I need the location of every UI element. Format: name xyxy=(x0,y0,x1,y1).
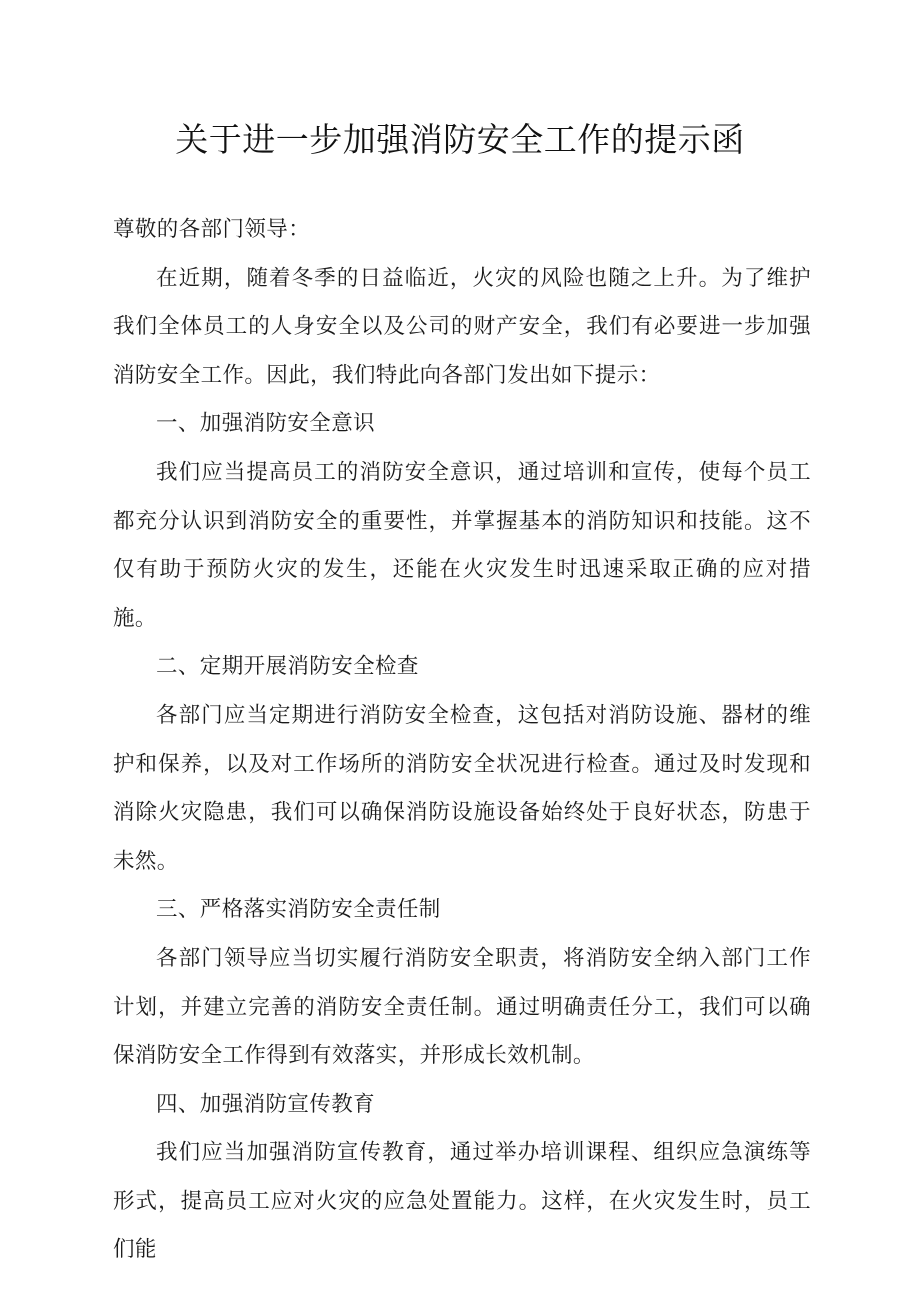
section-paragraph-4: 我们应当加强消防宣传教育，通过举办培训课程、组织应急演练等形式，提高员工应对火灾的应急处置能力。这样，在火灾发生时，员工们能 xyxy=(113,1140,811,1263)
document-body xyxy=(113,206,811,1275)
intro-paragraph: 在近期，随着冬季的日益临近，火灾的风险也随之上升。为了维护我们全体员工的人身安全以及公司的财产安全，我们有必要进一步加强消防安全工作。因此，我们特此向各部门发出如下提示： xyxy=(113,265,811,388)
section-paragraph-3: 各部门领导应当切实履行消防安全职责，将消防安全纳入部门工作计划，并建立完善的消防安全责任制。通过明确责任分工，我们可以确保消防安全工作得到有效落实，并形成长效机制。 xyxy=(113,945,811,1069)
section-heading-4: 四、加强消防宣传教育 xyxy=(156,1091,376,1117)
section-heading-2: 二、定期开展消防安全检查 xyxy=(156,654,419,680)
section-paragraph-2: 各部门应当定期进行消防安全检查，这包括对消防设施、器材的维护和保养，以及对工作场所的消防安全状况进行检查。通过及时发现和消除火灾隐患，我们可以确保消防设施设备始终处于良好状态，防患于未然。 xyxy=(113,702,811,874)
document-title: 关于进一步加强消防安全工作的提示函 xyxy=(175,120,745,159)
section-paragraph-1: 我们应当提高员工的消防安全意识，通过培训和宣传，使每个员工都充分认识到消防安全的重要性，并掌握基本的消防知识和技能。这不仅有助于预防火灾的发生，还能在火灾发生时迅速采取正确的应对措施。 xyxy=(113,459,811,631)
salutation: 尊敬的各部门领导： xyxy=(113,217,311,242)
section-heading-3: 三、严格落实消防安全责任制 xyxy=(156,897,441,923)
section-heading-1: 一、加强消防安全意识 xyxy=(156,411,376,437)
